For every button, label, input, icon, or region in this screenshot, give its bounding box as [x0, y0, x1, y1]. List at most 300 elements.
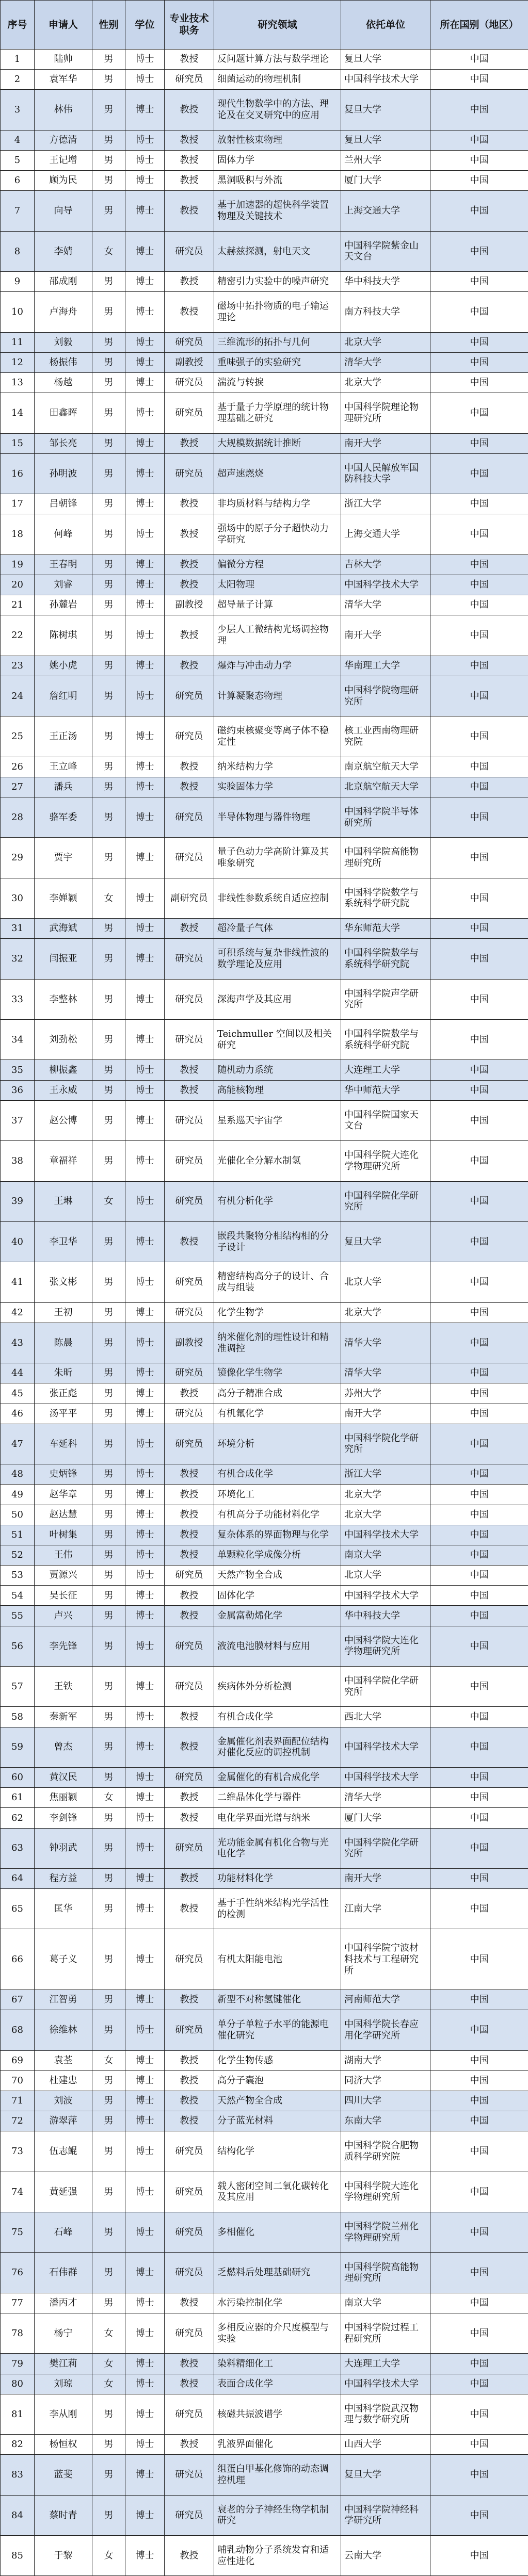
cell-applicant: 詹红明 — [35, 676, 92, 716]
cell-index: 59 — [1, 1727, 35, 1767]
cell-field: 偏微分方程 — [214, 555, 341, 575]
table-row — [1, 1464, 528, 1485]
cell-title: 教授 — [165, 1221, 214, 1262]
cell-field: 哺乳动物分子系统发育和适应性进化 — [214, 2536, 341, 2576]
cell-gender: 男 — [92, 2010, 125, 2050]
cell-country: 中国 — [430, 90, 528, 130]
cell-degree: 博士 — [125, 150, 165, 170]
cell-field: 光功能金属有机化合物与光电化学 — [214, 1828, 341, 1868]
table-row — [1, 1727, 528, 1767]
cell-applicant: 李婧 — [35, 231, 92, 271]
cell-degree: 博士 — [125, 50, 165, 70]
cell-applicant: 李剑锋 — [35, 1808, 92, 1828]
cell-gender: 男 — [92, 979, 125, 1019]
cell-applicant: 秦新军 — [35, 1707, 92, 1727]
table-row — [1, 1586, 528, 1606]
cell-country: 中国 — [430, 656, 528, 676]
cell-applicant: 刘波 — [35, 2091, 92, 2111]
cell-degree: 博士 — [125, 2172, 165, 2212]
cell-gender: 女 — [92, 1788, 125, 1808]
table-row — [1, 2374, 528, 2394]
cell-gender: 女 — [92, 2536, 125, 2576]
cell-country: 中国 — [430, 70, 528, 90]
cell-index: 62 — [1, 1808, 35, 1828]
cell-institution: 吉林大学 — [341, 555, 430, 575]
cell-title: 教授 — [165, 1707, 214, 1727]
cell-institution: 中国科学院化学研究所 — [341, 1667, 430, 1707]
cell-gender: 男 — [92, 1727, 125, 1767]
cell-field: 单分子单粒子水平的能源电催化研究 — [214, 2010, 341, 2050]
cell-applicant: 张文彬 — [35, 1262, 92, 1302]
cell-index: 83 — [1, 2455, 35, 2495]
cell-title: 教授 — [165, 2435, 214, 2455]
cell-field: 反问题计算方法与数学理论 — [214, 50, 341, 70]
table-row — [1, 1100, 528, 1140]
cell-institution: 东南大学 — [341, 2111, 430, 2131]
cell-institution: 中国科学院过程工程研究所 — [341, 2313, 430, 2354]
cell-degree: 博士 — [125, 1262, 165, 1302]
cell-field: 精密引力实验中的噪声研究 — [214, 272, 341, 292]
cell-index: 21 — [1, 595, 35, 615]
cell-title: 研究员 — [165, 2313, 214, 2354]
cell-index: 5 — [1, 150, 35, 170]
cell-applicant: 杨越 — [35, 373, 92, 393]
cell-title: 研究员 — [165, 979, 214, 1019]
cell-title: 副教授 — [165, 352, 214, 372]
cell-country: 中国 — [430, 1383, 528, 1404]
cell-institution: 中国科学技术大学 — [341, 1767, 430, 1787]
cell-country: 中国 — [430, 2536, 528, 2576]
cell-gender: 男 — [92, 1424, 125, 1464]
header-country: 所在国别（地区） — [430, 1, 528, 50]
cell-applicant: 贾宇 — [35, 838, 92, 878]
cell-institution: 山西大学 — [341, 2435, 430, 2455]
cell-applicant: 王立峰 — [35, 757, 92, 777]
cell-title: 研究员 — [165, 838, 214, 878]
cell-applicant: 吕朝锋 — [35, 494, 92, 514]
cell-field: 高分子精准合成 — [214, 1383, 341, 1404]
table-row — [1, 1667, 528, 1707]
cell-field: 光催化全分解水制氢 — [214, 1141, 341, 1181]
cell-index: 19 — [1, 555, 35, 575]
cell-index: 30 — [1, 878, 35, 918]
cell-degree: 博士 — [125, 1606, 165, 1626]
cell-title: 研究员 — [165, 1262, 214, 1302]
cell-applicant: 黄延强 — [35, 2172, 92, 2212]
cell-degree: 博士 — [125, 1586, 165, 1606]
cell-degree: 博士 — [125, 494, 165, 514]
cell-degree: 博士 — [125, 1545, 165, 1565]
table-row — [1, 352, 528, 372]
cell-applicant: 朱昕 — [35, 1363, 92, 1383]
cell-index: 85 — [1, 2536, 35, 2576]
table-row — [1, 1566, 528, 1586]
cell-gender: 男 — [92, 2131, 125, 2172]
cell-index: 17 — [1, 494, 35, 514]
cell-institution: 复旦大学 — [341, 1221, 430, 1262]
cell-degree: 博士 — [125, 2293, 165, 2313]
cell-field: 环境分析 — [214, 1424, 341, 1464]
cell-gender: 男 — [92, 1626, 125, 1666]
cell-index: 24 — [1, 676, 35, 716]
cell-field: 金属催化的有机合成化学 — [214, 1767, 341, 1787]
cell-degree: 博士 — [125, 1141, 165, 1181]
cell-title: 研究员 — [165, 231, 214, 271]
cell-degree: 博士 — [125, 2050, 165, 2070]
cell-title: 研究员 — [165, 1929, 214, 1990]
cell-institution: 南京航空航天大学 — [341, 757, 430, 777]
cell-field: 新型不对称氢键催化 — [214, 1990, 341, 2010]
table-row — [1, 373, 528, 393]
cell-applicant: 王记增 — [35, 150, 92, 170]
table-row — [1, 130, 528, 150]
cell-institution: 华中科技大学 — [341, 272, 430, 292]
cell-gender: 男 — [92, 1020, 125, 1060]
cell-field: 基于量子力学原理的统计物理基础之研究 — [214, 393, 341, 433]
cell-applicant: 葛子义 — [35, 1929, 92, 1990]
table-row — [1, 90, 528, 130]
table-row — [1, 1767, 528, 1787]
table-row — [1, 1323, 528, 1363]
cell-gender: 男 — [92, 1767, 125, 1787]
cell-country: 中国 — [430, 191, 528, 231]
cell-degree: 博士 — [125, 757, 165, 777]
table-row — [1, 757, 528, 777]
cell-gender: 女 — [92, 2050, 125, 2070]
cell-title: 研究员 — [165, 1181, 214, 1221]
cell-index: 58 — [1, 1707, 35, 1727]
cell-applicant: 石峰 — [35, 2212, 92, 2253]
cell-title: 教授 — [165, 1525, 214, 1545]
cell-index: 76 — [1, 2253, 35, 2293]
cell-gender: 男 — [92, 130, 125, 150]
table-row — [1, 2172, 528, 2212]
cell-institution: 中国科学技术大学 — [341, 1586, 430, 1606]
cell-institution: 中国科学院化学研究所 — [341, 1828, 430, 1868]
cell-field: 功能材料化学 — [214, 1868, 341, 1888]
cell-applicant: 武海斌 — [35, 919, 92, 939]
cell-country: 中国 — [430, 939, 528, 979]
table-row — [1, 2111, 528, 2131]
cell-institution: 中国科学院数学与系统科学研究院 — [341, 1020, 430, 1060]
cell-index: 46 — [1, 1404, 35, 1424]
cell-gender: 女 — [92, 1181, 125, 1221]
cell-degree: 博士 — [125, 2111, 165, 2131]
cell-institution: 浙江大学 — [341, 1464, 430, 1485]
cell-applicant: 刘劲松 — [35, 1020, 92, 1060]
header-field: 研究领域 — [214, 1, 341, 50]
cell-field: 重味强子的实验研究 — [214, 352, 341, 372]
table-row — [1, 494, 528, 514]
table-row — [1, 1545, 528, 1565]
table-row — [1, 2495, 528, 2535]
cell-title: 研究员 — [165, 2253, 214, 2293]
cell-country: 中国 — [430, 1363, 528, 1383]
cell-title: 教授 — [165, 2536, 214, 2576]
cell-country: 中国 — [430, 716, 528, 757]
cell-institution: 中国科学院紫金山天文台 — [341, 231, 430, 271]
cell-gender: 男 — [92, 1828, 125, 1868]
cell-degree: 博士 — [125, 1181, 165, 1221]
cell-degree: 博士 — [125, 1323, 165, 1363]
cell-country: 中国 — [430, 1525, 528, 1545]
cell-degree: 博士 — [125, 615, 165, 656]
cell-applicant: 匡华 — [35, 1889, 92, 1929]
cell-country: 中国 — [430, 2091, 528, 2111]
cell-degree: 博士 — [125, 1828, 165, 1868]
table-row — [1, 939, 528, 979]
cell-institution: 中国科学院数学与系统科学研究院 — [341, 939, 430, 979]
cell-gender: 男 — [92, 1545, 125, 1565]
cell-degree: 博士 — [125, 2131, 165, 2172]
cell-gender: 男 — [92, 656, 125, 676]
cell-degree: 博士 — [125, 2091, 165, 2111]
cell-gender: 男 — [92, 1363, 125, 1383]
cell-field: 染料精细化工 — [214, 2354, 341, 2374]
cell-institution: 核工业西南物理研究院 — [341, 716, 430, 757]
cell-institution: 中国人民解放军国防科技大学 — [341, 453, 430, 494]
cell-gender: 男 — [92, 2435, 125, 2455]
cell-index: 44 — [1, 1363, 35, 1383]
cell-applicant: 姚小虎 — [35, 656, 92, 676]
cell-gender: 男 — [92, 453, 125, 494]
cell-institution: 北京航空航天大学 — [341, 777, 430, 797]
cell-index: 35 — [1, 1060, 35, 1080]
table-row — [1, 979, 528, 1019]
table-row — [1, 2070, 528, 2091]
cell-applicant: 王伟 — [35, 1545, 92, 1565]
cell-title: 教授 — [165, 514, 214, 555]
cell-gender: 男 — [92, 757, 125, 777]
cell-field: 水污染控制化学 — [214, 2293, 341, 2313]
cell-degree: 博士 — [125, 1667, 165, 1707]
cell-title: 研究员 — [165, 2394, 214, 2434]
cell-country: 中国 — [430, 676, 528, 716]
cell-applicant: 方德清 — [35, 130, 92, 150]
cell-applicant: 王正汤 — [35, 716, 92, 757]
cell-field: 结构化学 — [214, 2131, 341, 2172]
cell-field: 电化学界面光谱与纳米 — [214, 1808, 341, 1828]
cell-degree: 博士 — [125, 555, 165, 575]
table-row — [1, 2131, 528, 2172]
table-row — [1, 2435, 528, 2455]
cell-country: 中国 — [430, 1929, 528, 1990]
cell-index: 48 — [1, 1464, 35, 1485]
cell-degree: 博士 — [125, 2374, 165, 2394]
table-row — [1, 191, 528, 231]
cell-gender: 男 — [92, 1707, 125, 1727]
cell-institution: 同济大学 — [341, 2070, 430, 2091]
cell-applicant: 蔡时青 — [35, 2495, 92, 2535]
cell-degree: 博士 — [125, 1060, 165, 1080]
cell-index: 84 — [1, 2495, 35, 2535]
cell-gender: 男 — [92, 1990, 125, 2010]
cell-title: 研究员 — [165, 1667, 214, 1707]
cell-degree: 博士 — [125, 1727, 165, 1767]
cell-degree: 博士 — [125, 1868, 165, 1888]
cell-title: 教授 — [165, 1606, 214, 1626]
cell-gender: 男 — [92, 1464, 125, 1485]
table-row — [1, 2536, 528, 2576]
cell-index: 75 — [1, 2212, 35, 2253]
cell-country: 中国 — [430, 1889, 528, 1929]
cell-institution: 中国科学院神经科学研究所 — [341, 2495, 430, 2535]
cell-applicant: 卢兴 — [35, 1606, 92, 1626]
cell-title: 研究员 — [165, 2131, 214, 2172]
cell-degree: 博士 — [125, 1424, 165, 1464]
cell-applicant: 赵达慧 — [35, 1505, 92, 1525]
cell-country: 中国 — [430, 1424, 528, 1464]
table-row — [1, 1363, 528, 1383]
cell-field: 液流电池膜材料与应用 — [214, 1626, 341, 1666]
cell-degree: 博士 — [125, 979, 165, 1019]
cell-degree: 博士 — [125, 1929, 165, 1990]
cell-field: 精密结构高分子的设计、合成与组装 — [214, 1262, 341, 1302]
cell-country: 中国 — [430, 332, 528, 352]
cell-gender: 男 — [92, 2394, 125, 2434]
cell-applicant: 叶树集 — [35, 1525, 92, 1545]
cell-index: 81 — [1, 2394, 35, 2434]
cell-field: 磁约束核聚变等离子体不稳定性 — [214, 716, 341, 757]
cell-applicant: 陈树琪 — [35, 615, 92, 656]
cell-country: 中国 — [430, 1566, 528, 1586]
table-row — [1, 1404, 528, 1424]
cell-title: 教授 — [165, 150, 214, 170]
cell-title: 教授 — [165, 777, 214, 797]
table-row — [1, 1788, 528, 1808]
cell-institution: 复旦大学 — [341, 90, 430, 130]
cell-institution: 中国科学院半导体研究所 — [341, 797, 430, 837]
cell-institution: 复旦大学 — [341, 2455, 430, 2495]
cell-institution: 中国科学院宁波材料技术与工程研究所 — [341, 1929, 430, 1990]
cell-gender: 男 — [92, 171, 125, 191]
cell-degree: 博士 — [125, 1221, 165, 1262]
cell-gender: 男 — [92, 595, 125, 615]
cell-country: 中国 — [430, 777, 528, 797]
table-row — [1, 1626, 528, 1666]
cell-title: 教授 — [165, 1545, 214, 1565]
cell-gender: 男 — [92, 2172, 125, 2212]
cell-applicant: 杨宁 — [35, 2313, 92, 2354]
table-row — [1, 70, 528, 90]
cell-gender: 女 — [92, 231, 125, 271]
cell-applicant: 刘毅 — [35, 332, 92, 352]
cell-field: 表面合成化学 — [214, 2374, 341, 2394]
cell-institution: 浙江大学 — [341, 494, 430, 514]
table-row — [1, 2293, 528, 2313]
cell-applicant: 李卫华 — [35, 1221, 92, 1262]
cell-gender: 男 — [92, 1060, 125, 1080]
cell-country: 中国 — [430, 1808, 528, 1828]
cell-title: 研究员 — [165, 1767, 214, 1787]
cell-field: 乳液界面催化 — [214, 2435, 341, 2455]
cell-index: 20 — [1, 575, 35, 595]
cell-gender: 男 — [92, 150, 125, 170]
cell-gender: 男 — [92, 2070, 125, 2091]
cell-degree: 博士 — [125, 939, 165, 979]
cell-degree: 博士 — [125, 1707, 165, 1727]
cell-title: 教授 — [165, 2091, 214, 2111]
table-row — [1, 514, 528, 555]
cell-country: 中国 — [430, 1302, 528, 1323]
table-row — [1, 595, 528, 615]
cell-index: 25 — [1, 716, 35, 757]
cell-index: 8 — [1, 231, 35, 271]
cell-index: 71 — [1, 2091, 35, 2111]
cell-index: 82 — [1, 2435, 35, 2455]
cell-applicant: 王琳 — [35, 1181, 92, 1221]
cell-gender: 男 — [92, 676, 125, 716]
cell-field: 金属富勒烯化学 — [214, 1606, 341, 1626]
cell-title: 教授 — [165, 2111, 214, 2131]
cell-country: 中国 — [430, 2455, 528, 2495]
cell-title: 教授 — [165, 555, 214, 575]
cell-index: 18 — [1, 514, 35, 555]
cell-applicant: 顾为民 — [35, 171, 92, 191]
cell-index: 9 — [1, 272, 35, 292]
cell-field: 载人密闭空间二氧化碳转化及其应用 — [214, 2172, 341, 2212]
cell-index: 15 — [1, 433, 35, 453]
cell-institution: 中国科学院高能物理研究所 — [341, 838, 430, 878]
cell-field: 太阳物理 — [214, 575, 341, 595]
cell-title: 教授 — [165, 757, 214, 777]
cell-index: 72 — [1, 2111, 35, 2131]
cell-gender: 男 — [92, 70, 125, 90]
cell-degree: 博士 — [125, 838, 165, 878]
cell-country: 中国 — [430, 1404, 528, 1424]
cell-gender: 男 — [92, 1889, 125, 1929]
cell-title: 教授 — [165, 1808, 214, 1828]
cell-country: 中国 — [430, 272, 528, 292]
cell-institution: 华中师范大学 — [341, 1080, 430, 1100]
cell-degree: 博士 — [125, 1383, 165, 1404]
cell-institution: 复旦大学 — [341, 130, 430, 150]
table-row — [1, 676, 528, 716]
cell-gender: 男 — [92, 2091, 125, 2111]
cell-applicant: 黄汉民 — [35, 1767, 92, 1787]
cell-title: 教授 — [165, 2070, 214, 2091]
cell-title: 教授 — [165, 2293, 214, 2313]
cell-field: 半导体物理与器件物理 — [214, 797, 341, 837]
cell-title: 研究员 — [165, 453, 214, 494]
cell-index: 31 — [1, 919, 35, 939]
cell-degree: 博士 — [125, 2536, 165, 2576]
cell-country: 中国 — [430, 2212, 528, 2253]
cell-field: 衰老的分子神经生物学机制研究 — [214, 2495, 341, 2535]
cell-institution: 北京大学 — [341, 1566, 430, 1586]
cell-country: 中国 — [430, 575, 528, 595]
cell-institution: 中国科学院合肥物质科学研究院 — [341, 2131, 430, 2172]
table-header-row — [1, 1, 528, 50]
table-row — [1, 2010, 528, 2050]
cell-degree: 博士 — [125, 595, 165, 615]
cell-title: 教授 — [165, 1586, 214, 1606]
cell-field: 量子色动力学高阶计算及其唯象研究 — [214, 838, 341, 878]
cell-applicant: 骆军委 — [35, 797, 92, 837]
cell-country: 中国 — [430, 150, 528, 170]
cell-gender: 男 — [92, 332, 125, 352]
cell-degree: 博士 — [125, 514, 165, 555]
cell-field: 星系巡天宇宙学 — [214, 1100, 341, 1140]
cell-degree: 博士 — [125, 453, 165, 494]
cell-institution: 中国科学院长春应用化学研究所 — [341, 2010, 430, 2050]
cell-degree: 博士 — [125, 777, 165, 797]
cell-country: 中国 — [430, 595, 528, 615]
cell-institution: 中国科学院高能物理研究所 — [341, 2253, 430, 2293]
table-row — [1, 231, 528, 271]
cell-country: 中国 — [430, 393, 528, 433]
cell-institution: 中国科学技术大学 — [341, 1525, 430, 1545]
